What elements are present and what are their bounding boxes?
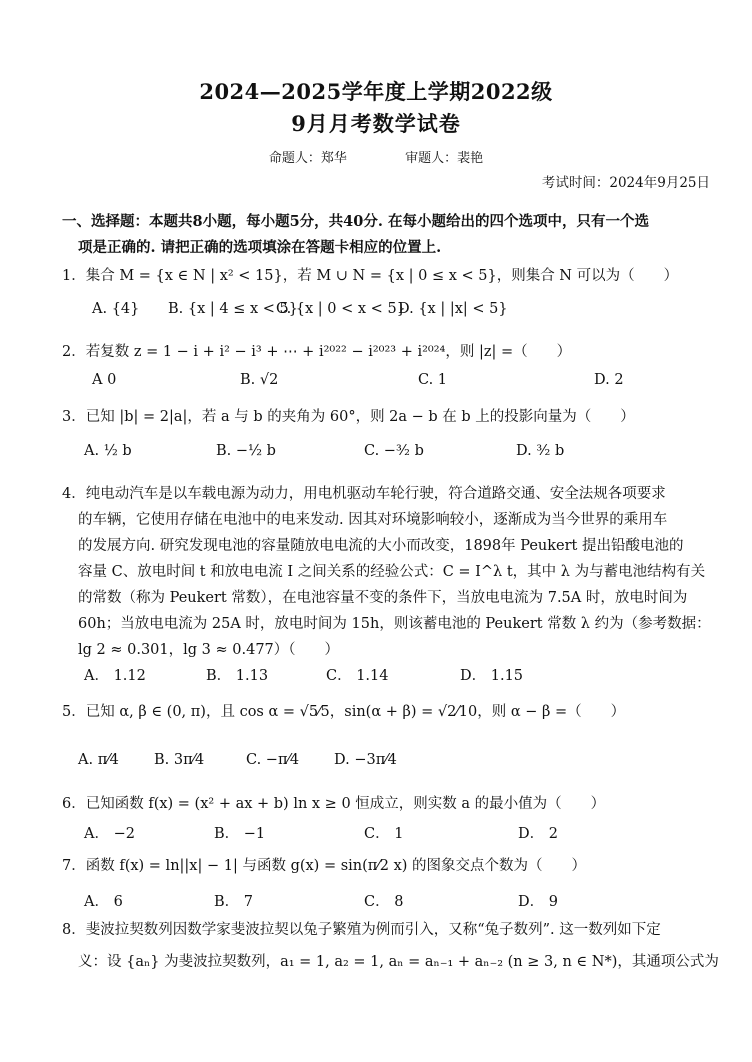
q4-option-c: C． 1.14 [326, 668, 389, 684]
q2-stem: 2．若复数 z = 1 − i + i² − i³ + ⋯ + i²⁰²² − i²⁰²³ + i²⁰²⁴，则 |z| =（ ） [62, 344, 572, 360]
section-heading-line1: 一、选择题：本题共8小题，每小题5分，共40分. 在每小题给出的四个选项中，只有一个选 [62, 213, 649, 230]
q8-line1: 8．斐波拉契数列因数学家斐波拉契以兔子繁殖为例而引入，又称“兔子数列”. 这一数列如下定 [62, 922, 661, 938]
q4-line5: 的常数（称为 Peukert 常数），在电池容量不变的条件下，当放电电流为 7.5A 时，放电时间为 [78, 590, 688, 606]
q3-option-d: D. ³⁄₂ b [516, 443, 565, 459]
q4-line1: 4．纯电动汽车是以车载电源为动力，用电机驱动车轮行驶，符合道路交通、安全法规各项要求 [62, 486, 666, 502]
q6-option-c: C． 1 [364, 826, 404, 842]
q1-stem: 1．集合 M = {x ∈ N | x² < 15}，若 M ∪ N = {x | 0 ≤ x < 5}，则集合 N 可以为（ ） [62, 268, 679, 284]
q4-option-d: D． 1.15 [460, 668, 524, 684]
q2-option-c: C. 1 [418, 372, 448, 388]
exam-title-line1: 2024—2025学年度上学期2022级 [199, 79, 553, 104]
q3-option-c: C. −³⁄₂ b [364, 443, 424, 459]
q1-option-d: D. {x | |x| < 5} [398, 301, 508, 317]
section-heading-line2: 项是正确的. 请把正确的选项填涂在答题卡相应的位置上. [78, 239, 442, 256]
q6-option-a: A． −2 [84, 826, 135, 842]
q2-option-b: B. √2 [240, 372, 279, 388]
exam-title-line2: 9月月考数学试卷 [291, 111, 461, 136]
q2-option-d: D. 2 [594, 372, 624, 388]
q1-option-b: B. {x | 4 ≤ x < 5} [168, 301, 298, 317]
q5-option-c: C. −π⁄4 [246, 752, 300, 768]
q5-option-a: A. π⁄4 [78, 752, 119, 768]
exam-staff [0, 147, 752, 166]
q7-option-a: A． 6 [84, 894, 123, 910]
q7-option-b: B． 7 [214, 894, 253, 910]
q4-option-a: A． 1.12 [84, 668, 146, 684]
q3-option-a: A. ½ b [84, 443, 132, 459]
q4-line7: lg 2 ≈ 0.301，lg 3 ≈ 0.477）（ ） [78, 642, 340, 658]
q6-option-b: B． −1 [214, 826, 266, 842]
q3-stem: 3．已知 |b| = 2|a|，若 a 与 b 的夹角为 60°，则 2a − b 在 b 上的投影向量为（ ） [62, 409, 635, 425]
q7-stem: 7．函数 f(x) = ln||x| − 1| 与函数 g(x) = sin(π⁄2 x) 的图象交点个数为（ ） [62, 858, 587, 874]
q1-option-a: A. {4} [92, 301, 140, 317]
q3-option-b: B. −½ b [216, 443, 276, 459]
q5-option-d: D. −3π⁄4 [334, 752, 397, 768]
q6-stem: 6．已知函数 f(x) = (x² + ax + b) ln x ≥ 0 恒成立，则实数 a 的最小值为（ ） [62, 796, 606, 812]
q8-line2: 义：设 {aₙ} 为斐波拉契数列，a₁ = 1, a₂ = 1, aₙ = aₙ₋₁ + aₙ₋₂ (n ≥ 3, n ∈ N*)，其通项公式为 [78, 954, 719, 970]
setter-label: 命题人：郑华 [268, 151, 347, 166]
q7-option-d: D． 9 [518, 894, 558, 910]
q4-line6: 60h；当放电电流为 25A 时，放电时间为 15h，则该蓄电池的 Peukert 常数 λ 约为（参考数据： [78, 616, 711, 632]
q4-option-b: B． 1.13 [206, 668, 269, 684]
exam-time: 考试时间：2024年9月25日 [541, 175, 710, 191]
q2-option-a: A 0 [92, 372, 117, 388]
q6-option-d: D． 2 [518, 826, 558, 842]
q5-option-b: B. 3π⁄4 [154, 752, 205, 768]
q5-stem: 5．已知 α, β ∈ (0, π)，且 cos α = √5⁄5，sin(α + β) = √2⁄10，则 α − β =（ ） [62, 704, 626, 720]
q4-line4: 容量 C、放电时间 t 和放电电流 I 之间关系的经验公式：C = I^λ t，其中 λ 为与蓄电池结构有关 [78, 564, 706, 580]
q7-option-c: C． 8 [364, 894, 404, 910]
q4-line2: 的车辆，它使用存储在电池中的电来发动. 因其对环境影响较小，逐渐成为当今世界的乘用车 [78, 512, 668, 528]
reviewer-label: 审题人：裴艳 [405, 151, 484, 166]
q1-option-c: C. {x | 0 < x < 5} [276, 301, 406, 317]
q4-line3: 的发展方向. 研究发现电池的容量随放电电流的大小而改变，1898年 Peukert 提出铅酸电池的 [78, 538, 684, 554]
